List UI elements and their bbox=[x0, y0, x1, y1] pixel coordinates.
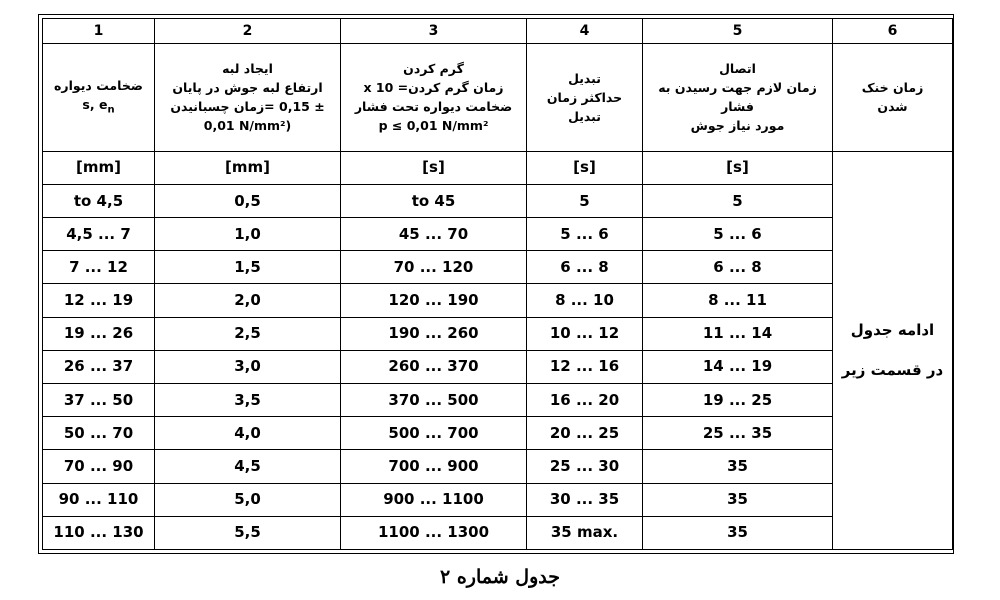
table-cell: 5 bbox=[527, 184, 643, 217]
table-cell: 6 ... 8 bbox=[643, 251, 833, 284]
table-cell: 5,0 bbox=[155, 483, 341, 516]
table-row bbox=[43, 284, 953, 317]
table-row bbox=[43, 350, 953, 383]
unit-cell: [s] bbox=[527, 151, 643, 184]
column-number: 6 bbox=[833, 19, 953, 44]
table-cell: 70 ... 90 bbox=[43, 450, 155, 483]
table-row bbox=[43, 184, 953, 217]
unit-cell: [s] bbox=[341, 151, 527, 184]
table-cell: 14 ... 19 bbox=[643, 350, 833, 383]
table-cell: 1100 ... 1300 bbox=[341, 516, 527, 549]
table-row bbox=[43, 218, 953, 251]
table-cell: 6 ... 8 bbox=[527, 251, 643, 284]
table-row bbox=[43, 450, 953, 483]
table-cell: 35 bbox=[643, 516, 833, 549]
table-cell: 7 ... 12 bbox=[43, 251, 155, 284]
unit-cell: [s] bbox=[643, 151, 833, 184]
column-number: 2 bbox=[155, 19, 341, 44]
table-cell: 2,0 bbox=[155, 284, 341, 317]
table-cell: 4,5 ... 7 bbox=[43, 218, 155, 251]
column-number: 4 bbox=[527, 19, 643, 44]
table-cell: 25 ... 30 bbox=[527, 450, 643, 483]
table-cell: 12 ... 16 bbox=[527, 350, 643, 383]
table-cell: 1,0 bbox=[155, 218, 341, 251]
table-caption: جدول شماره ۲ bbox=[440, 566, 560, 588]
header-cooling-time: زمان خنک شدن bbox=[833, 44, 953, 152]
table-cell: 37 ... 50 bbox=[43, 384, 155, 417]
table-cell: 50 ... 70 bbox=[43, 417, 155, 450]
table-cell: 4,5 bbox=[155, 450, 341, 483]
table-cell: 19 ... 26 bbox=[43, 317, 155, 350]
table-cell: 5 ... 6 bbox=[527, 218, 643, 251]
table-cell: 10 ... 12 bbox=[527, 317, 643, 350]
table-cell: 110 ... 130 bbox=[43, 516, 155, 549]
table-cell: to 4,5 bbox=[43, 184, 155, 217]
table-row bbox=[43, 417, 953, 450]
table-cell: 190 ... 260 bbox=[341, 317, 527, 350]
table-cell: 35 bbox=[643, 450, 833, 483]
table-row bbox=[43, 483, 953, 516]
unit-cell: [mm] bbox=[43, 151, 155, 184]
table-cell: 70 ... 120 bbox=[341, 251, 527, 284]
column-number-row bbox=[43, 19, 953, 44]
table-cell: 8 ... 10 bbox=[527, 284, 643, 317]
table-row bbox=[43, 516, 953, 549]
table-cell: 35 max. bbox=[527, 516, 643, 549]
table-cell: 120 ... 190 bbox=[341, 284, 527, 317]
table-cell: 26 ... 37 bbox=[43, 350, 155, 383]
continued-note: ادامه جدول در قسمت زیر bbox=[833, 151, 953, 549]
header-changeover: تبدیل حداکثر زمان تبدیل bbox=[527, 44, 643, 152]
table-cell: 5 bbox=[643, 184, 833, 217]
table-frame bbox=[38, 14, 954, 554]
table-cell: 500 ... 700 bbox=[341, 417, 527, 450]
column-header-row bbox=[43, 44, 953, 152]
table-cell: 0,5 bbox=[155, 184, 341, 217]
header-wall-thickness: ضخامت دیواره s, $e_n$ bbox=[43, 44, 155, 152]
table-cell: 12 ... 19 bbox=[43, 284, 155, 317]
table-cell: 4,0 bbox=[155, 417, 341, 450]
table-cell: 1,5 bbox=[155, 251, 341, 284]
table-cell: 370 ... 500 bbox=[341, 384, 527, 417]
table-cell: to 45 bbox=[341, 184, 527, 217]
table-cell: 3,0 bbox=[155, 350, 341, 383]
table-cell: 11 ... 14 bbox=[643, 317, 833, 350]
header-joining: اتصال زمان لازم جهت رسیدن به فشار مورد نیاز جوش bbox=[643, 44, 833, 152]
table-cell: 3,5 bbox=[155, 384, 341, 417]
table-cell: 25 ... 35 bbox=[643, 417, 833, 450]
unit-cell: [mm] bbox=[155, 151, 341, 184]
column-number: 3 bbox=[341, 19, 527, 44]
unit-row bbox=[43, 151, 953, 184]
table-row bbox=[43, 384, 953, 417]
table-cell: 20 ... 25 bbox=[527, 417, 643, 450]
table-cell: 5 ... 6 bbox=[643, 218, 833, 251]
table-row bbox=[43, 317, 953, 350]
header-bead-build-up: ایجاد لبه ارتفاع لبه جوش در پایان ± 0,15 =زمان چسبانیدن 0,01 N/mm²) bbox=[155, 44, 341, 152]
table-cell: 19 ... 25 bbox=[643, 384, 833, 417]
welding-table bbox=[42, 18, 953, 550]
column-number: 1 bbox=[43, 19, 155, 44]
column-number: 5 bbox=[643, 19, 833, 44]
table-cell: 700 ... 900 bbox=[341, 450, 527, 483]
table-cell: 30 ... 35 bbox=[527, 483, 643, 516]
table-cell: 90 ... 110 bbox=[43, 483, 155, 516]
header-heating: گرم کردن x 10 =زمان گرم کردن ضخامت دیواره تحت فشار p ≤ 0,01 N/mm² bbox=[341, 44, 527, 152]
table-cell: 2,5 bbox=[155, 317, 341, 350]
table-cell: 5,5 bbox=[155, 516, 341, 549]
table-cell: 8 ... 11 bbox=[643, 284, 833, 317]
table-row bbox=[43, 251, 953, 284]
table-cell: 45 ... 70 bbox=[341, 218, 527, 251]
table-cell: 260 ... 370 bbox=[341, 350, 527, 383]
table-cell: 16 ... 20 bbox=[527, 384, 643, 417]
table-cell: 35 bbox=[643, 483, 833, 516]
table-cell: 900 ... 1100 bbox=[341, 483, 527, 516]
